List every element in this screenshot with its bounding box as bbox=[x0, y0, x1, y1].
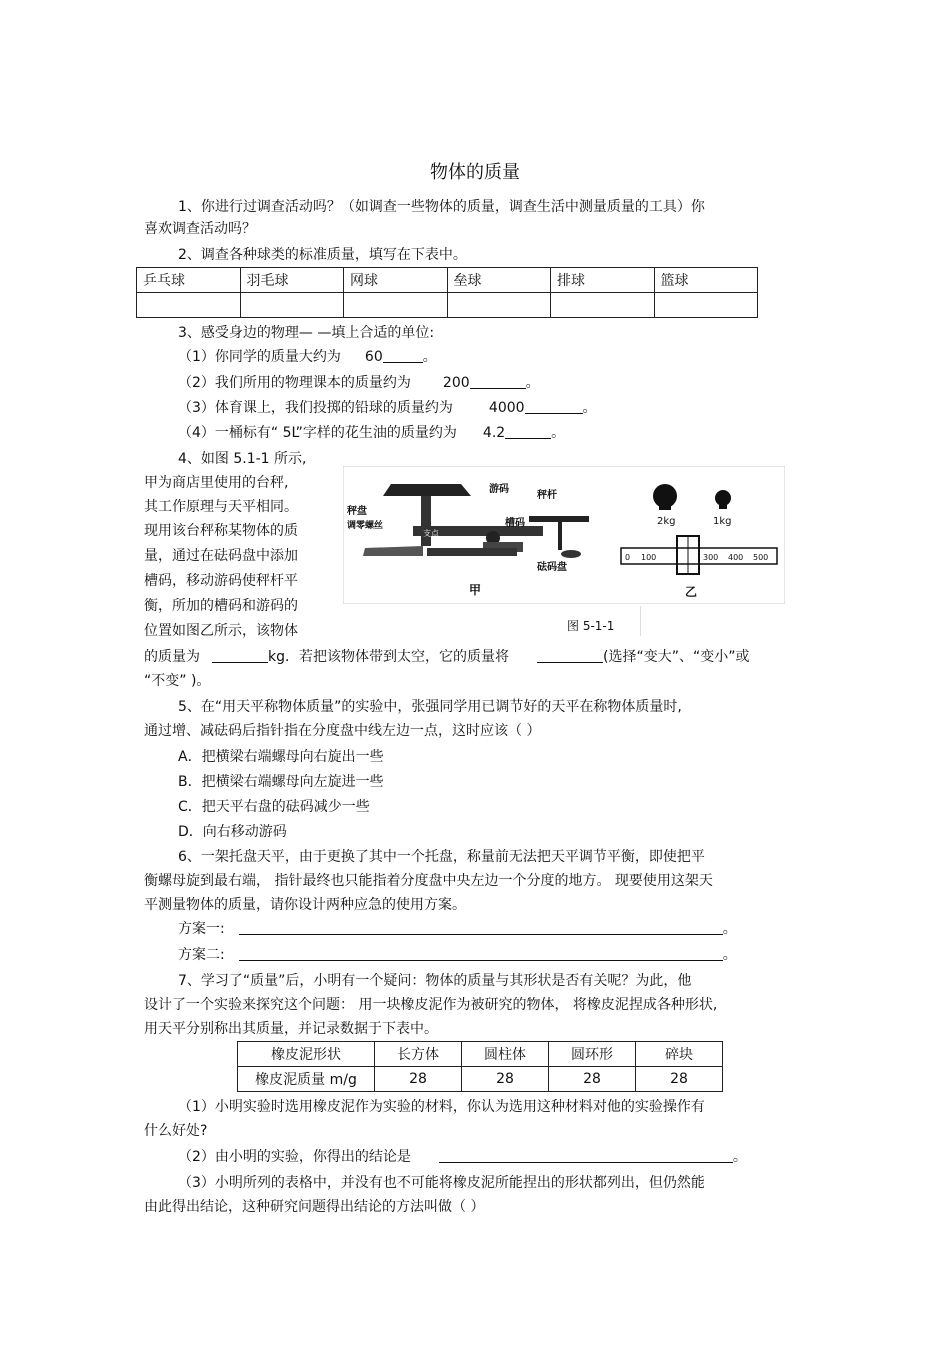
table-cell: 圆柱体 bbox=[462, 1042, 549, 1067]
blank-line[interactable] bbox=[383, 348, 423, 363]
table-cell: 乒乓球 bbox=[137, 268, 241, 293]
plan-label: 方案二: bbox=[178, 947, 225, 963]
plan-end: 。 bbox=[722, 921, 737, 937]
blank-line[interactable] bbox=[525, 399, 583, 414]
q3-item-label: （4）一桶标有“ 5L”字样的花生油的质量约为 bbox=[178, 425, 457, 441]
page-title: 物体的质量 bbox=[430, 162, 520, 183]
scale-figure bbox=[343, 466, 785, 604]
q4-line: 其工作原理与天平相同。 bbox=[144, 499, 298, 515]
weight-label: 1kg bbox=[713, 516, 732, 527]
table-cell: 篮球 bbox=[654, 268, 758, 293]
scale-tick: 0 bbox=[625, 553, 631, 562]
figure-label-jia: 甲 bbox=[469, 583, 482, 597]
q6-plan1 bbox=[178, 920, 737, 938]
q4-line: 甲为商店里使用的台秤, bbox=[144, 475, 289, 491]
blank-line[interactable] bbox=[239, 946, 723, 961]
table-cell: 橡皮泥形状 bbox=[238, 1042, 375, 1067]
blank-line[interactable] bbox=[439, 1148, 733, 1163]
table-cell: 28 bbox=[549, 1067, 636, 1092]
table-cell: 28 bbox=[636, 1067, 723, 1092]
q5-option-b[interactable]: B．把横梁右端螺母向左旋进一些 bbox=[178, 774, 384, 790]
q6-plan2 bbox=[178, 946, 737, 964]
answer-cell[interactable] bbox=[344, 293, 448, 318]
blank-line[interactable] bbox=[537, 648, 603, 663]
q4-line10: “不变” )。 bbox=[144, 673, 211, 689]
figure-label: 支点 bbox=[423, 529, 439, 538]
answer-cell[interactable] bbox=[551, 293, 655, 318]
q3-item-label: （1）你同学的质量大约为 bbox=[178, 349, 341, 365]
q3-text: 3、感受身边的物理— —填上合适的单位: bbox=[178, 325, 435, 341]
q3-item-value: 60 bbox=[364, 349, 383, 365]
q3-item-3 bbox=[178, 399, 597, 417]
table-cell: 碎块 bbox=[636, 1042, 723, 1067]
ball-mass-table bbox=[136, 267, 758, 318]
blank-line[interactable] bbox=[505, 424, 551, 439]
q3-item-end: 。 bbox=[525, 375, 540, 391]
table-row bbox=[238, 1042, 723, 1067]
table-cell: 垒球 bbox=[447, 268, 551, 293]
answer-cell[interactable] bbox=[654, 293, 758, 318]
q6-line2: 衡螺母旋到最右端， 指针最终也只能指着分度盘中央左边一个分度的地方。 现要使用这架天 bbox=[144, 873, 713, 889]
q7-s3-line1: （3）小明所列的表格中，并没有也不可能将橡皮泥所能捏出的形状都列出，但仍然能 bbox=[178, 1175, 705, 1191]
q4-line: 衡，所加的槽码和游码的 bbox=[144, 598, 298, 614]
q7-s3-line2: 由此得出结论，这种研究问题得出结论的方法叫做（ ） bbox=[144, 1199, 485, 1215]
plan-label: 方案一: bbox=[178, 921, 225, 937]
q3-item-end: 。 bbox=[582, 400, 597, 416]
q1-line2: 喜欢调查活动吗？ bbox=[144, 221, 256, 237]
q3-item-label: （3）体育课上，我们投掷的铅球的质量约为 bbox=[178, 400, 453, 416]
figure-label: 游码 bbox=[489, 484, 509, 495]
clay-mass-table bbox=[237, 1041, 723, 1092]
blank-line[interactable] bbox=[239, 920, 723, 935]
table-cell: 网球 bbox=[344, 268, 448, 293]
q7-line1: 7、学习了“质量”后，小明有一个疑问：物体的质量与其形状是否有关呢？为此，他 bbox=[178, 973, 692, 989]
q5-option-d[interactable]: D．向右移动游码 bbox=[178, 824, 287, 840]
answer-cell[interactable] bbox=[447, 293, 551, 318]
q6-line1: 6、一架托盘天平，由于更换了其中一个托盘，称量前无法把天平调节平衡，即使把平 bbox=[178, 849, 705, 865]
q3-item-end: 。 bbox=[422, 349, 437, 365]
q7-line2: 设计了一个实验来探究这个问题： 用一块橡皮泥作为被研究的物体， 将橡皮泥捏成各种形状, bbox=[144, 997, 718, 1013]
q5-line1: 5、在“用天平称物体质量”的实验中，张强同学用已调节好的天平在称物体质量时, bbox=[178, 699, 682, 715]
q7-s1-line1: （1）小明实验时选用橡皮泥作为实验的材料，你认为选用这种材料对他的实验操作有 bbox=[178, 1099, 705, 1115]
table-cell: 28 bbox=[462, 1067, 549, 1092]
figure-caption: 图 5-1-1 bbox=[567, 619, 615, 633]
q4-line: 槽码，移动游码使秤杆平 bbox=[144, 573, 298, 589]
q7-line3: 用天平分别称出其质量，并记录数据于下表中。 bbox=[144, 1021, 438, 1037]
q4-text: (选择“变大”、“变小”或 bbox=[603, 649, 750, 665]
figure-label: 调零螺丝 bbox=[347, 521, 384, 531]
q4-line9 bbox=[144, 648, 749, 666]
table-row bbox=[238, 1067, 723, 1092]
table-cell: 圆环形 bbox=[549, 1042, 636, 1067]
q4-text: 的质量为 bbox=[144, 649, 200, 665]
q3-item-value: 4.2 bbox=[482, 425, 506, 441]
plan-end: 。 bbox=[722, 947, 737, 963]
table-cell: 排球 bbox=[551, 268, 655, 293]
table-row bbox=[137, 293, 758, 318]
q3-item-1 bbox=[178, 348, 437, 366]
table-cell: 橡皮泥质量 m/g bbox=[238, 1067, 375, 1092]
q7-s2-end: 。 bbox=[732, 1149, 747, 1165]
q3-item-label: （2）我们所用的物理课本的质量约为 bbox=[178, 375, 411, 391]
figure-label: 秤盘 bbox=[347, 506, 367, 517]
q4-line: 位置如图乙所示，该物体 bbox=[144, 623, 298, 639]
q4-line: 现用该台秤称某物体的质 bbox=[144, 523, 298, 539]
q5-option-c[interactable]: C．把天平右盘的砝码减少一些 bbox=[178, 799, 370, 815]
q1-line1: 1、你进行过调查活动吗？（如调查一些物体的质量，调查生活中测量质量的工具）你 bbox=[178, 199, 705, 215]
q4-line: 量，通过在砝码盘中添加 bbox=[144, 548, 298, 564]
table-row bbox=[137, 268, 758, 293]
q5-option-a[interactable]: A．把横梁右端螺母向右旋出一些 bbox=[178, 749, 384, 765]
q4-text: kg．若把该物体带到太空，它的质量将 bbox=[268, 649, 509, 665]
figure-label-yi: 乙 bbox=[685, 585, 698, 599]
q7-s2 bbox=[178, 1148, 747, 1166]
q3-item-value: 4000 bbox=[488, 400, 525, 416]
table-cell: 羽毛球 bbox=[240, 268, 344, 293]
q5-line2: 通过增、减砝码后指针指在分度盘中线左边一点，这时应该（ ） bbox=[144, 723, 541, 739]
q3-item-2 bbox=[178, 374, 540, 392]
scale-tick: 100 bbox=[641, 553, 657, 562]
blank-line[interactable] bbox=[212, 648, 268, 663]
weight-label: 2kg bbox=[657, 516, 676, 527]
q4-line: 4、如图 5.1-1 所示, bbox=[178, 451, 307, 467]
q3-item-end: 。 bbox=[551, 425, 566, 441]
scale-tick: 400 bbox=[728, 553, 744, 562]
answer-cell[interactable] bbox=[240, 293, 344, 318]
q3-item-value: 200 bbox=[442, 375, 470, 391]
scale-tick: 300 bbox=[703, 553, 719, 562]
table-cell: 长方体 bbox=[375, 1042, 462, 1067]
blank-line[interactable] bbox=[470, 374, 526, 389]
answer-cell[interactable] bbox=[137, 293, 241, 318]
figure-label: 槽码 bbox=[505, 518, 525, 529]
q6-line3: 平测量物体的质量，请你设计两种应急的使用方案。 bbox=[144, 897, 466, 913]
scale-tick: 500 bbox=[753, 553, 769, 562]
q7-s2-text: （2）由小明的实验，你得出的结论是 bbox=[178, 1149, 411, 1165]
q3-item-4 bbox=[178, 424, 565, 442]
table-cell: 28 bbox=[375, 1067, 462, 1092]
q2-text: 2、调查各种球类的标准质量，填写在下表中。 bbox=[178, 247, 467, 263]
figure-label: 砝码盘 bbox=[537, 562, 567, 573]
figure-label: 秤杆 bbox=[537, 490, 557, 501]
figure-divider bbox=[640, 606, 641, 636]
q7-s1-line2: 什么好处? bbox=[144, 1123, 208, 1139]
